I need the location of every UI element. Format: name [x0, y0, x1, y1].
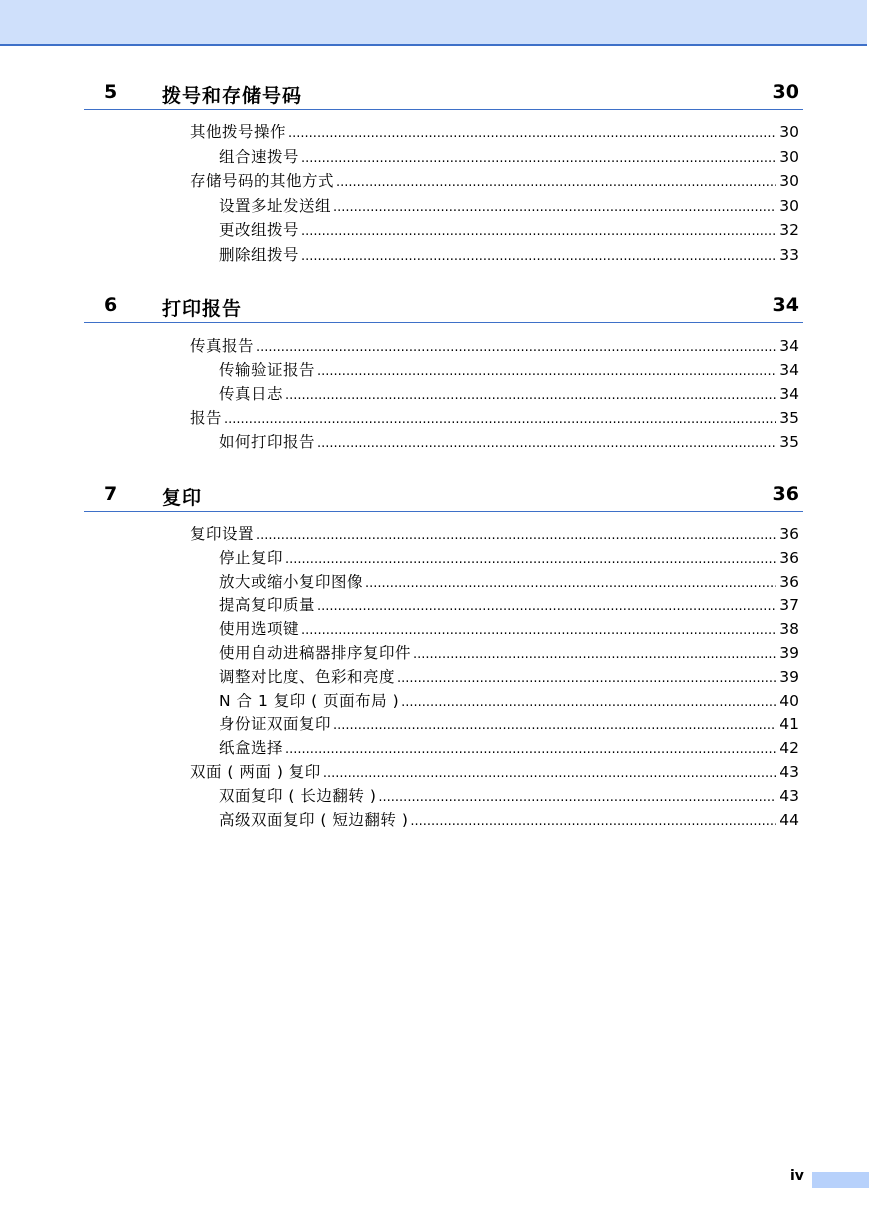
toc-entry-title: 报告 [190, 409, 223, 427]
toc-entry-title: 放大或缩小复印图像 [219, 572, 364, 591]
toc-entry[interactable] [219, 245, 799, 265]
toc-entry-page: 34 [779, 361, 799, 379]
dot-leader [410, 812, 776, 832]
chapter-heading[interactable] [84, 292, 803, 323]
dot-leader [317, 597, 776, 617]
toc-entry-title: 使用选项键 [219, 620, 300, 639]
dot-leader [336, 173, 776, 193]
toc-entry-title: 设置多址发送组 [219, 196, 332, 215]
toc-entry-title: 复印设置 [190, 525, 255, 543]
toc-entry-title: 停止复印 [219, 548, 284, 567]
toc-entry[interactable] [219, 595, 799, 615]
toc-entry[interactable] [219, 360, 799, 380]
toc-entry-title: 提高复印质量 [219, 596, 316, 615]
toc-entry[interactable] [219, 667, 799, 687]
toc-entry-title: N 合 1 复印 ( 页面布局 ) [219, 691, 400, 710]
toc-entry-page: 34 [779, 385, 799, 403]
toc-entry[interactable] [190, 762, 799, 782]
toc-entry[interactable] [190, 408, 799, 428]
page-number: iv [790, 1168, 804, 1184]
toc-entry-page: 40 [779, 691, 799, 710]
toc-entry-title: 更改组拨号 [219, 221, 300, 240]
toc-entry-page: 36 [779, 548, 799, 567]
chapter-page: 30 [772, 81, 799, 103]
chapter-heading[interactable] [84, 79, 803, 110]
dot-leader [397, 669, 776, 689]
toc-entry-title: 传真日志 [219, 385, 284, 403]
toc-entry[interactable] [190, 524, 799, 544]
toc-entry[interactable] [219, 432, 799, 452]
toc-entry[interactable] [219, 619, 799, 639]
toc-entry-title: 删除组拨号 [219, 246, 300, 264]
toc-entry-title: 如何打印报告 [219, 433, 316, 451]
toc-entry-page: 41 [779, 715, 799, 734]
toc-entry-title: 纸盒选择 [219, 739, 284, 758]
toc-entry-title: 高级双面复印 ( 短边翻转 ) [219, 810, 409, 829]
toc-entry-title: 传输验证报告 [219, 361, 316, 379]
toc-entry-title: 双面复印 ( 长边翻转 ) [219, 786, 377, 805]
header-band [0, 0, 867, 46]
toc-entry-title: 存储号码的其他方式 [190, 172, 335, 191]
toc-entry-page: 34 [779, 337, 799, 355]
toc-entry[interactable] [219, 572, 799, 592]
dot-leader [333, 198, 776, 218]
dot-leader [301, 149, 776, 169]
toc-entry-title: 双面 ( 两面 ) 复印 [190, 763, 321, 781]
dot-leader [401, 693, 776, 713]
chapter-title: 打印报告 [162, 298, 243, 320]
toc-entry-page: 35 [779, 409, 799, 427]
toc-entry-page: 42 [779, 739, 799, 758]
toc-entry-page: 33 [779, 246, 799, 264]
chapter-page: 36 [772, 483, 799, 505]
toc-entry[interactable] [219, 810, 799, 830]
toc-entry[interactable] [190, 336, 799, 356]
toc-entry[interactable] [190, 122, 799, 142]
toc-entry[interactable] [219, 220, 799, 240]
toc-entry-page: 35 [779, 433, 799, 451]
chapter-title: 复印 [162, 487, 203, 509]
toc-entry-page: 39 [779, 644, 799, 662]
dot-leader [323, 764, 776, 784]
toc-entry-page: 43 [779, 786, 799, 805]
toc-entry[interactable] [219, 738, 799, 758]
dot-leader [224, 410, 776, 430]
toc-entry-page: 37 [779, 596, 799, 615]
toc-entry-title: 调整对比度、色彩和亮度 [219, 667, 396, 686]
toc-entry-title: 传真报告 [190, 337, 255, 355]
dot-leader [301, 621, 776, 641]
toc-entry-page: 38 [779, 620, 799, 639]
toc-entry[interactable] [190, 171, 799, 191]
chapter-heading[interactable] [84, 481, 803, 512]
toc-entry-page: 30 [779, 196, 799, 215]
toc-entry-page: 32 [779, 221, 799, 240]
dot-leader [285, 386, 776, 406]
toc-entry-page: 39 [779, 667, 799, 686]
toc-entry[interactable] [219, 147, 799, 167]
dot-leader [285, 740, 776, 760]
dot-leader [365, 574, 776, 594]
toc-entry-title: 使用自动进稿器排序复印件 [219, 644, 412, 662]
toc-entry[interactable] [219, 691, 799, 711]
toc-entry-page: 43 [779, 763, 799, 781]
dot-leader [288, 124, 776, 144]
toc-entry-page: 44 [779, 810, 799, 829]
dot-leader [413, 645, 776, 665]
toc-entry[interactable] [219, 196, 799, 216]
dot-leader [256, 526, 776, 546]
toc-entry-page: 36 [779, 525, 799, 543]
dot-leader [301, 222, 776, 242]
chapter-number: 5 [104, 81, 118, 103]
toc-entry-title: 组合速拨号 [219, 147, 300, 166]
dot-leader [256, 338, 776, 358]
toc-entry[interactable] [219, 714, 799, 734]
dot-leader [317, 362, 776, 382]
toc-entry-page: 30 [779, 123, 799, 141]
toc-entry[interactable] [219, 786, 799, 806]
chapter-number: 6 [104, 294, 118, 316]
toc-entry[interactable] [219, 643, 799, 663]
footer-tab [812, 1172, 869, 1188]
dot-leader [301, 247, 776, 267]
dot-leader [378, 788, 776, 808]
toc-entry[interactable] [219, 384, 799, 404]
dot-leader [333, 716, 776, 736]
chapter-page: 34 [772, 294, 799, 316]
toc-entry-page: 30 [779, 147, 799, 166]
toc-entry[interactable] [219, 548, 799, 568]
toc-entry-title: 其他拨号操作 [190, 123, 287, 141]
toc-entry-page: 36 [779, 572, 799, 591]
dot-leader [317, 434, 776, 454]
chapter-title: 拨号和存储号码 [162, 85, 303, 107]
toc-entry-title: 身份证双面复印 [219, 715, 332, 734]
chapter-number: 7 [104, 483, 118, 505]
toc-entry-page: 30 [779, 172, 799, 191]
dot-leader [285, 550, 776, 570]
